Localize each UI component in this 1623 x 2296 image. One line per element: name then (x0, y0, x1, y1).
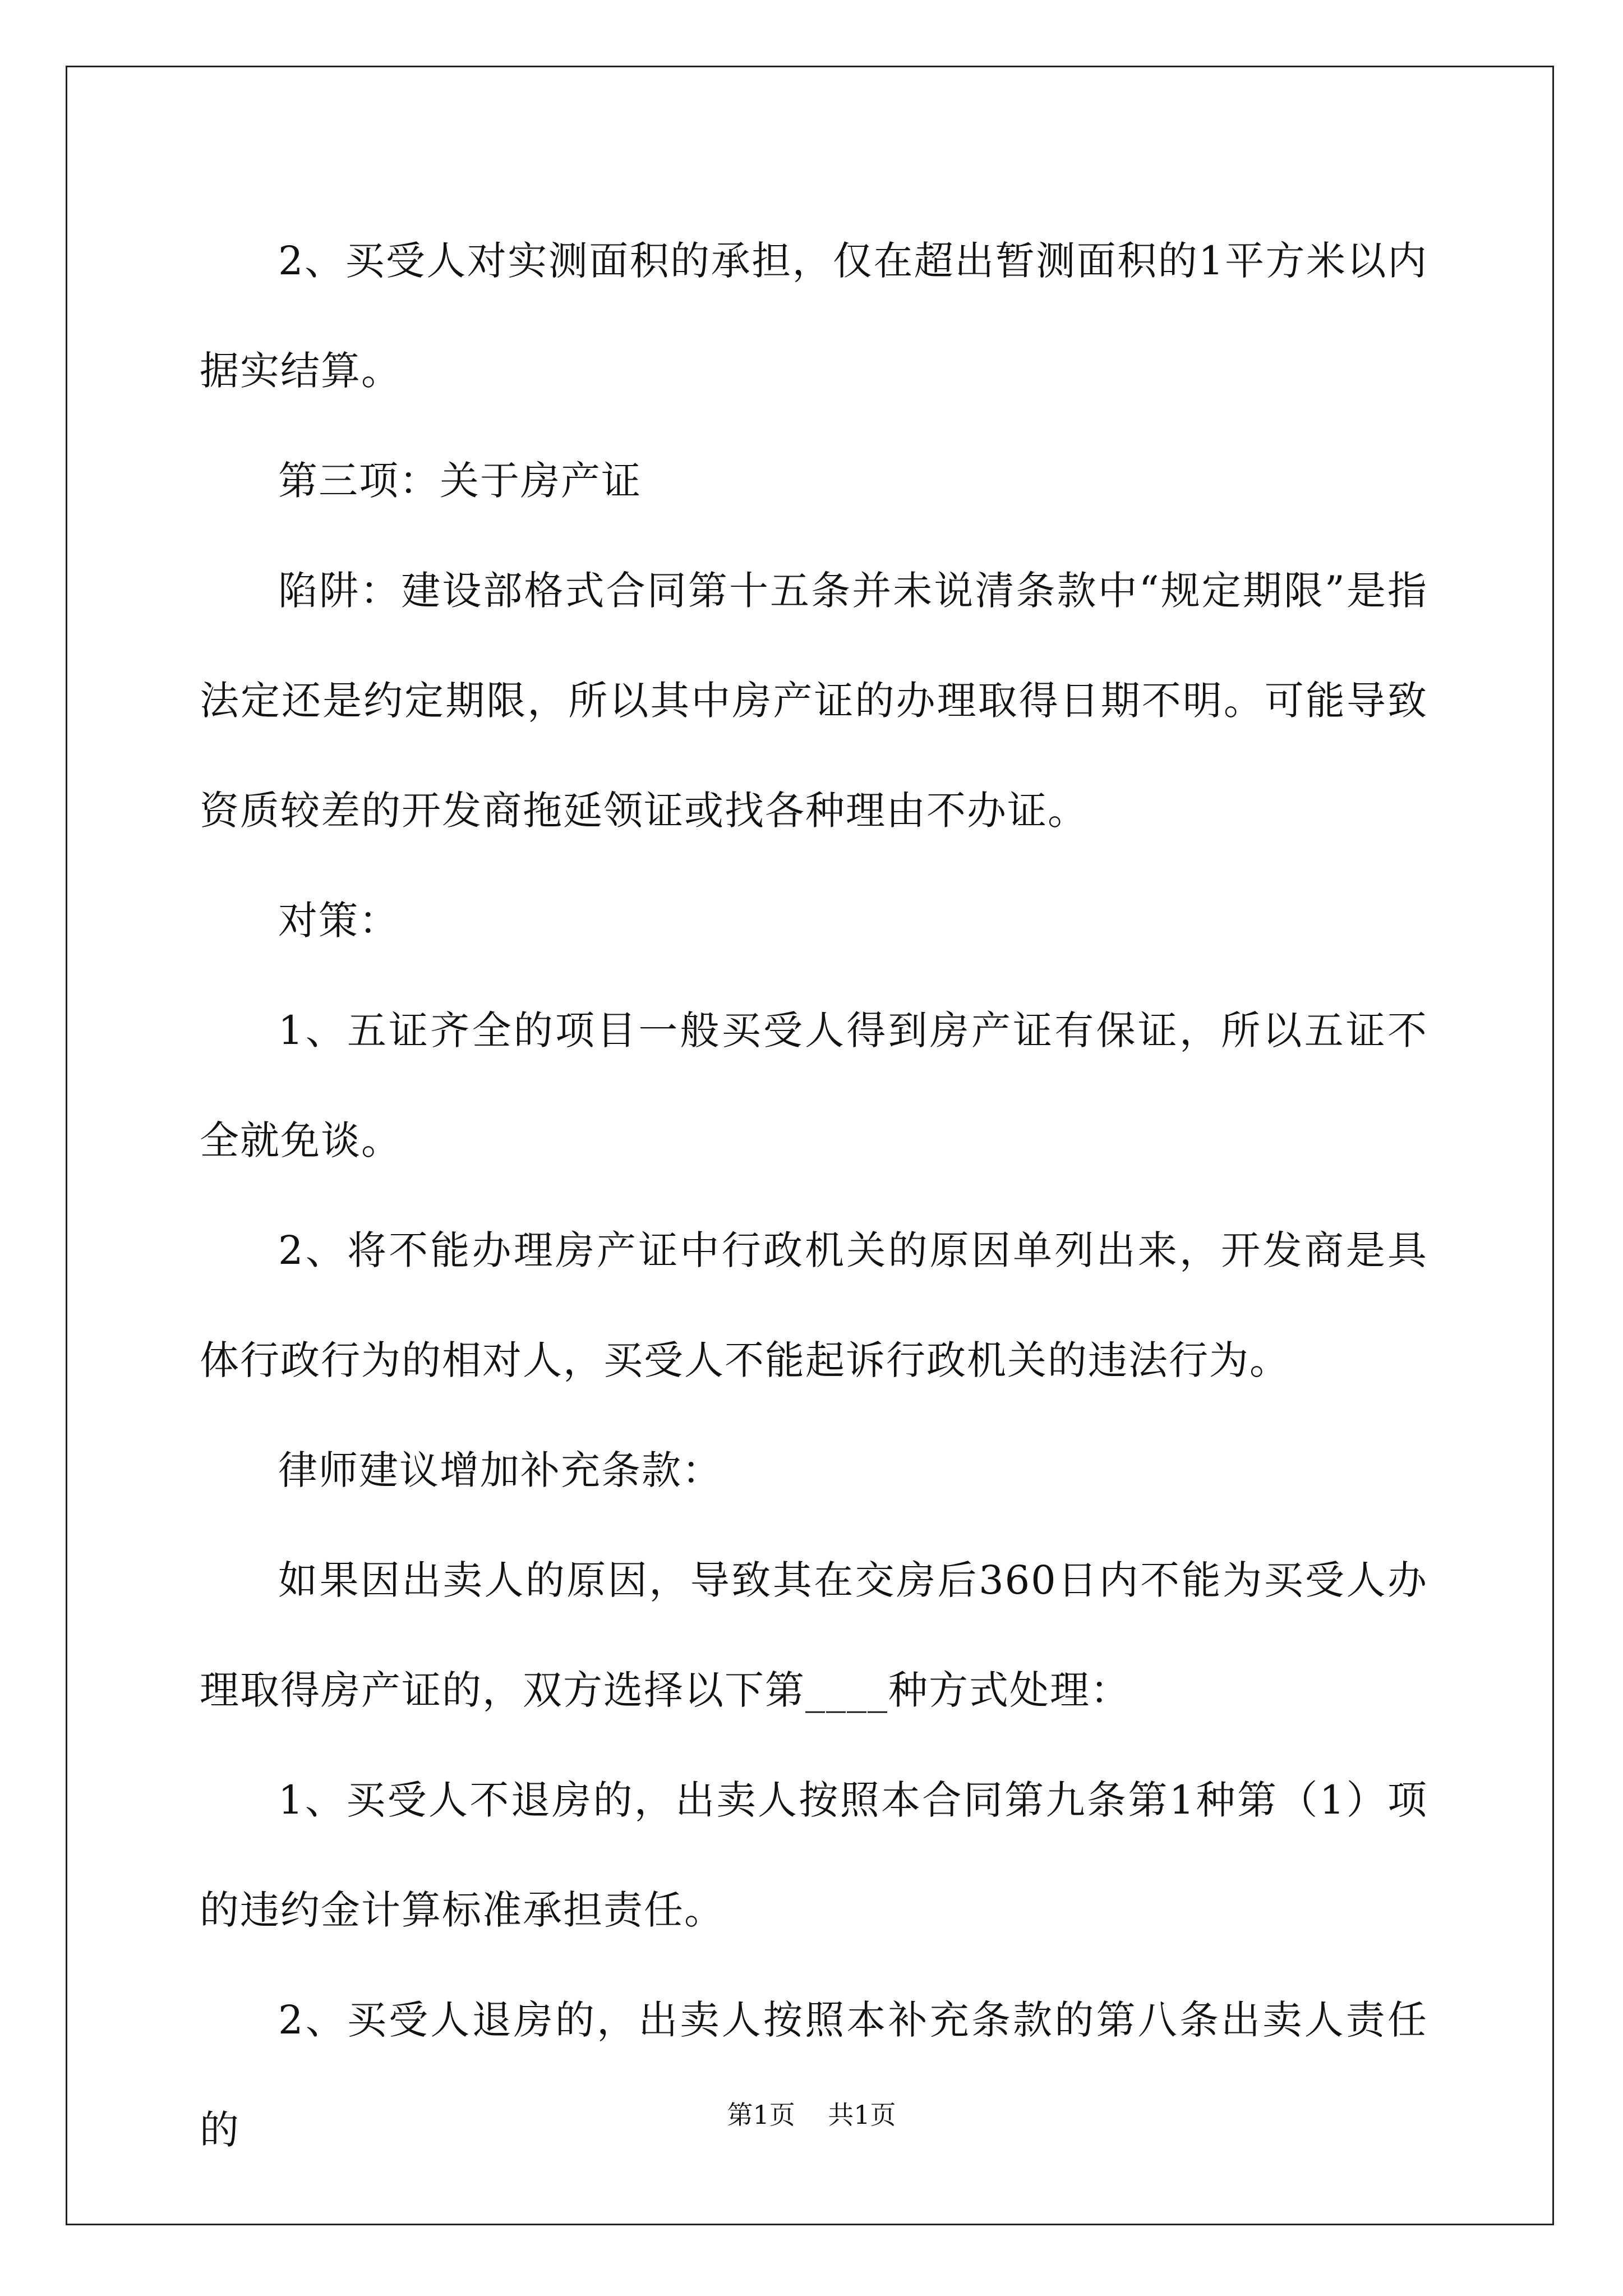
paragraph: 如果因出卖人的原因，导致其在交房后360日内不能为买受人办理取得房产证的，双方选择以下第____种方式处理： (200, 1557, 1428, 1713)
page-footer (0, 2098, 1623, 2132)
paragraph: 律师建议增加补充条款： (278, 1447, 722, 1493)
paragraph: 2、买受人退房的，出卖人按照本补充条款的第八条出卖人责任的 (200, 1997, 1428, 2153)
paragraph: 对策： (278, 898, 399, 944)
paragraph: 1、五证齐全的项目一般买受人得到房产证有保证，所以五证不全就免谈。 (200, 1007, 1428, 1163)
footer-spacer (795, 2100, 828, 2130)
paragraph: 1、买受人不退房的，出卖人按照本合同第九条第1种第（1）项的违约金计算标准承担责任。 (200, 1777, 1428, 1933)
page-number: 第1页 (727, 2100, 795, 2130)
document-body (200, 206, 1428, 2185)
paragraph: 2、买受人对实测面积的承担，仅在超出暂测面积的1平方米以内据实结算。 (200, 238, 1428, 394)
page-total: 共1页 (828, 2100, 896, 2130)
paragraph: 2、将不能办理房产证中行政机关的原因单列出来，开发商是具体行政行为的相对人，买受人不能起诉行政机关的违法行为。 (200, 1227, 1428, 1383)
paragraph: 陷阱：建设部格式合同第十五条并未说清条款中“规定期限”是指法定还是约定期限，所以其中房产证的办理取得日期不明。可能导致资质较差的开发商拖延领证或找各种理由不办证。 (200, 568, 1428, 834)
section-heading: 第三项：关于房产证 (278, 458, 642, 504)
